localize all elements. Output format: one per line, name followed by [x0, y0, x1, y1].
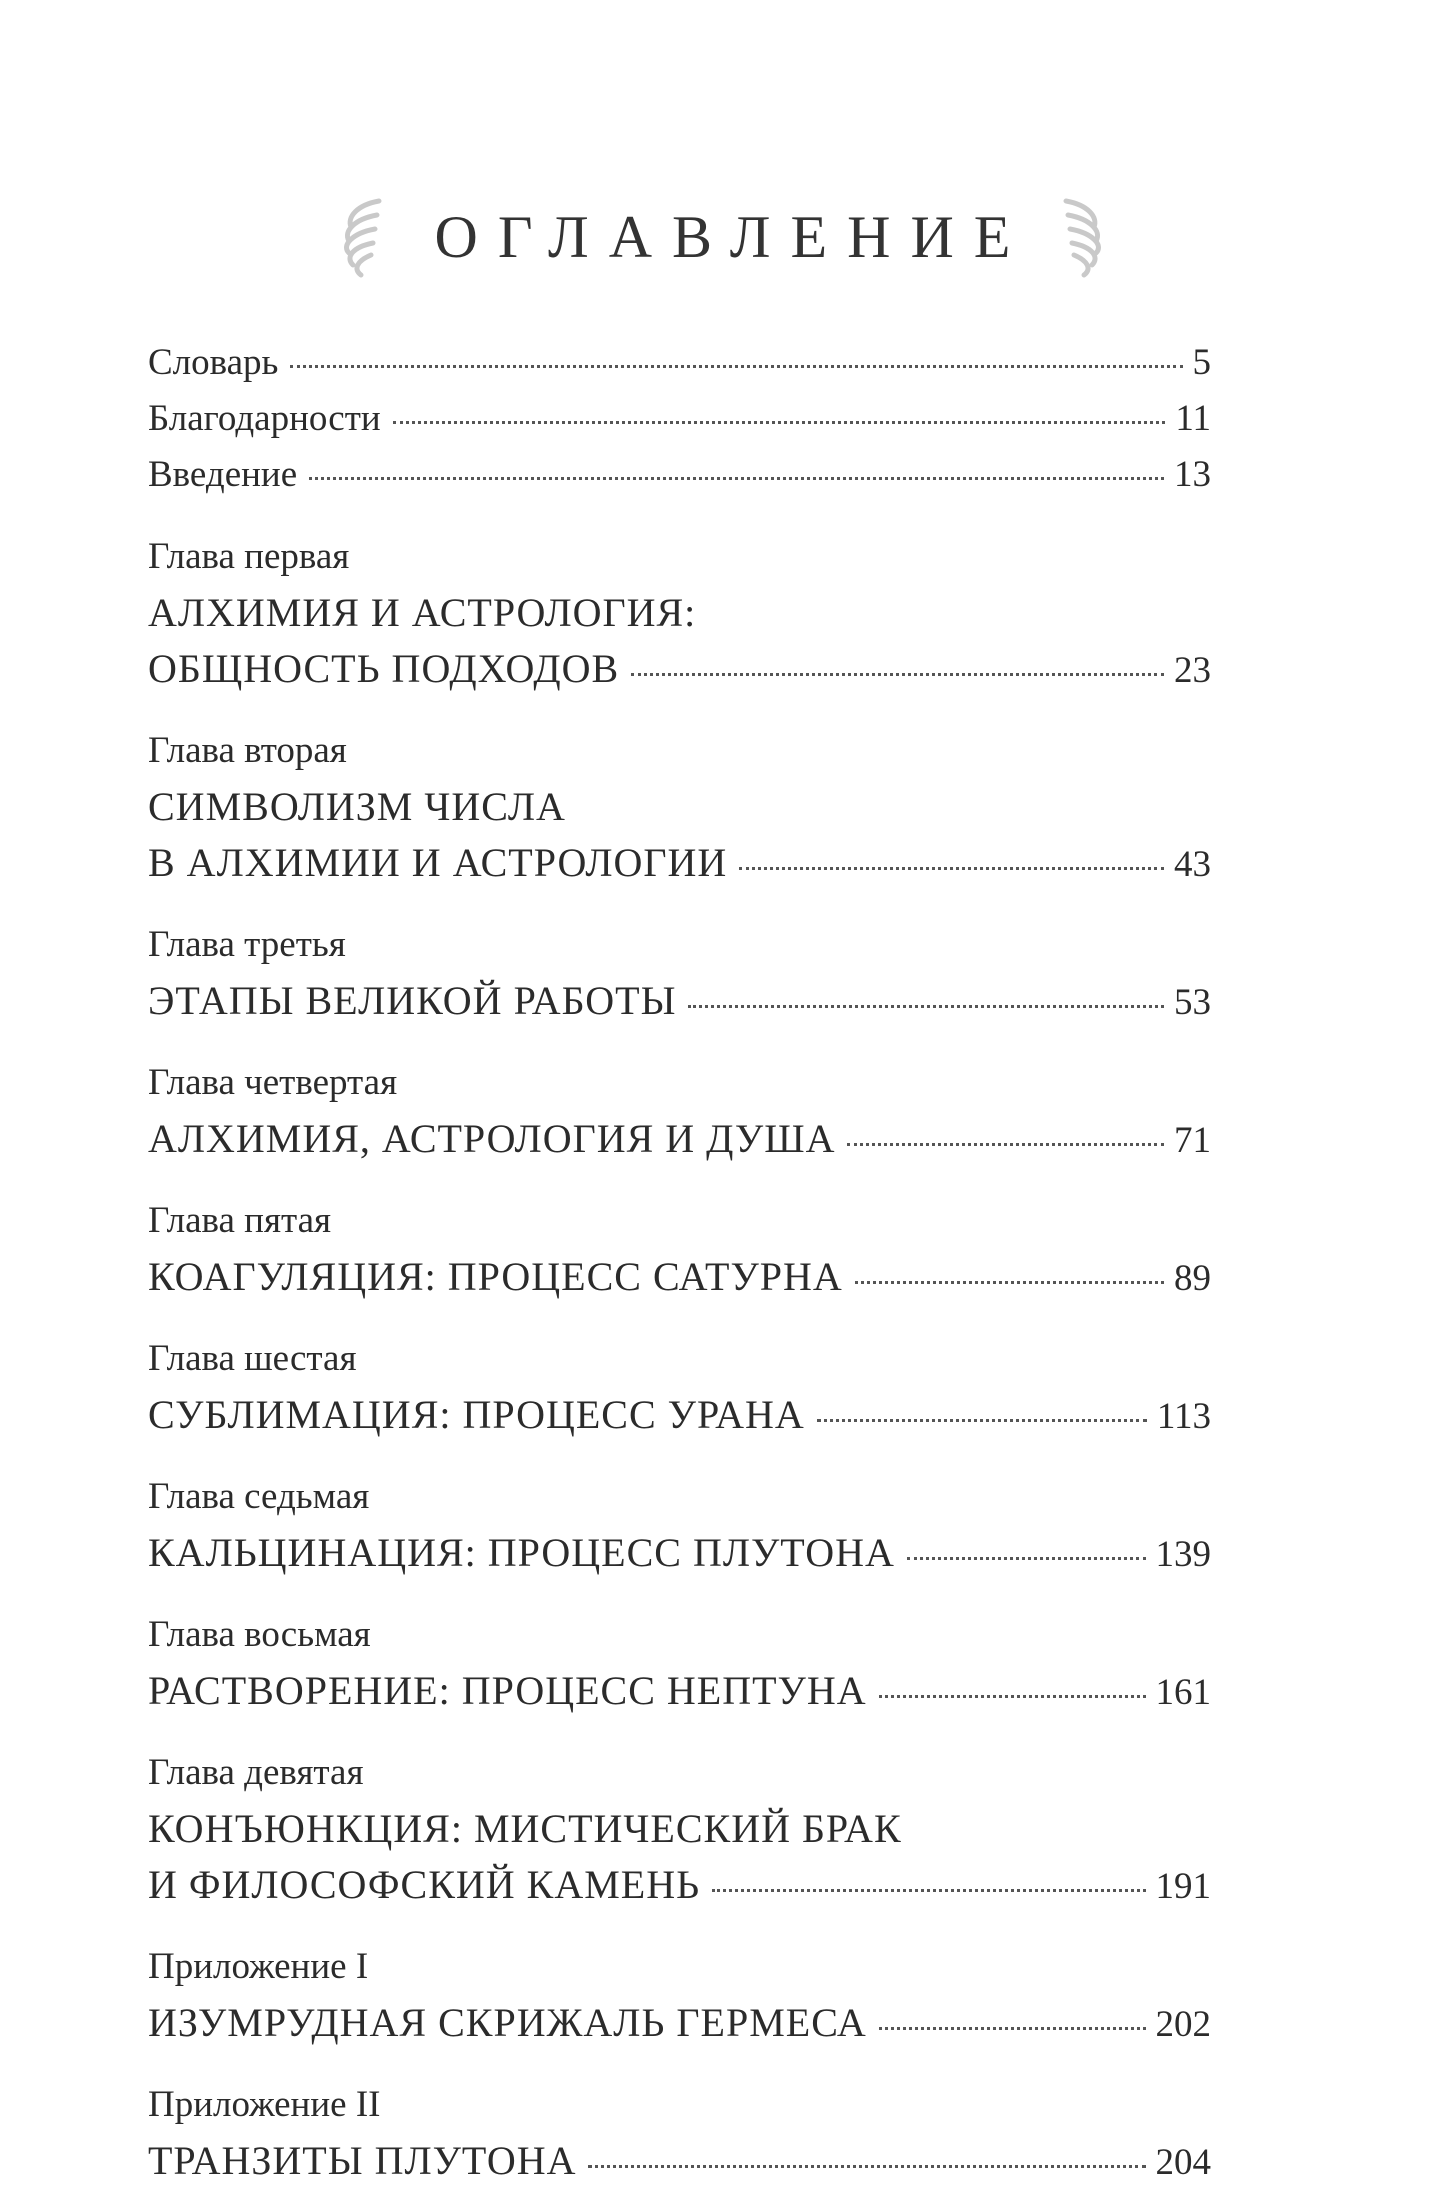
page-number: 191	[1155, 1866, 1211, 1907]
chapter-label: Глава вторая	[148, 730, 347, 771]
page-number: 23	[1174, 650, 1211, 691]
dot-leader	[688, 1005, 1164, 1008]
dot-leader	[879, 1695, 1146, 1698]
chapter-title-line: ОБЩНОСТЬ ПОДХОДОВ	[148, 646, 620, 691]
toc-entry-chapter-2[interactable]	[148, 723, 1211, 891]
toc-entry-glossary[interactable]	[148, 335, 1211, 391]
chapter-label: Глава первая	[148, 536, 350, 577]
toc-entry-chapter-1[interactable]	[148, 529, 1211, 697]
page-number: 43	[1174, 844, 1211, 885]
table-of-contents	[148, 335, 1211, 2189]
page-number: 11	[1175, 398, 1211, 439]
page-number: 139	[1155, 1534, 1211, 1575]
toc-entry-chapter-9[interactable]	[148, 1745, 1211, 1913]
chapter-title-line: ЭТАПЫ ВЕЛИКОЙ РАБОТЫ	[148, 978, 677, 1023]
chapter-label: Глава седьмая	[148, 1476, 370, 1517]
toc-heading	[0, 182, 1445, 292]
dot-leader	[712, 1889, 1145, 1892]
toc-entry-chapter-4[interactable]	[148, 1055, 1211, 1167]
chapter-title-line: В АЛХИМИИ И АСТРОЛОГИИ	[148, 840, 728, 885]
chapter-title-line: И ФИЛОСОФСКИЙ КАМЕНЬ	[148, 1862, 701, 1907]
chapter-label: Глава четвертая	[148, 1062, 398, 1103]
chapter-label: Приложение I	[148, 1946, 369, 1987]
chapter-title-line: КОНЪЮНКЦИЯ: МИСТИЧЕСКИЙ БРАК	[148, 1806, 902, 1851]
page-number: 161	[1155, 1672, 1211, 1713]
toc-entry-introduction[interactable]	[148, 447, 1211, 503]
dot-leader	[817, 1419, 1147, 1422]
page-number: 113	[1156, 1396, 1211, 1437]
toc-entry-chapter-8[interactable]	[148, 1607, 1211, 1719]
dot-leader	[739, 867, 1164, 870]
toc-entry-chapter-7[interactable]	[148, 1469, 1211, 1581]
entry-title: Благодарности	[148, 398, 381, 439]
toc-entry-appendix-2[interactable]	[148, 2077, 1211, 2189]
chapter-label: Глава третья	[148, 924, 346, 965]
chapter-label: Глава девятая	[148, 1752, 364, 1793]
page-number: 89	[1174, 1258, 1211, 1299]
dot-leader	[290, 365, 1182, 368]
chapter-title-line: РАСТВОРЕНИЕ: ПРОЦЕСС НЕПТУНА	[148, 1668, 867, 1713]
chapter-title-line: СИМВОЛИЗМ ЧИСЛА	[148, 784, 566, 829]
page-number: 204	[1155, 2142, 1211, 2183]
toc-entry-acknowledgements[interactable]	[148, 391, 1211, 447]
dot-leader	[588, 2165, 1145, 2168]
chapter-label: Приложение II	[148, 2084, 381, 2125]
chapter-title-line: ТРАНЗИТЫ ПЛУТОНА	[148, 2138, 577, 2183]
chapter-label: Глава восьмая	[148, 1614, 371, 1655]
page-number: 71	[1174, 1120, 1211, 1161]
toc-title: ОГЛАВЛЕНИЕ	[434, 204, 1031, 270]
page-number: 5	[1192, 342, 1211, 383]
page-number: 13	[1174, 454, 1211, 495]
page-number: 53	[1174, 982, 1211, 1023]
toc-entry-chapter-3[interactable]	[148, 917, 1211, 1029]
chapter-title-line: КОАГУЛЯЦИЯ: ПРОЦЕСС САТУРНА	[148, 1254, 843, 1299]
chapter-title-line: КАЛЬЦИНАЦИЯ: ПРОЦЕСС ПЛУТОНА	[148, 1530, 895, 1575]
toc-entry-chapter-5[interactable]	[148, 1193, 1211, 1305]
chapter-title-line: СУБЛИМАЦИЯ: ПРОЦЕСС УРАНА	[148, 1392, 805, 1437]
chapter-title-line: АЛХИМИЯ И АСТРОЛОГИЯ:	[148, 590, 697, 635]
left-wing-icon	[327, 191, 389, 283]
dot-leader	[393, 421, 1166, 424]
dot-leader	[631, 673, 1164, 676]
chapter-label: Глава пятая	[148, 1200, 332, 1241]
dot-leader	[907, 1557, 1146, 1560]
toc-entry-chapter-6[interactable]	[148, 1331, 1211, 1443]
page-number: 202	[1155, 2004, 1211, 2045]
dot-leader	[847, 1143, 1164, 1146]
dot-leader	[855, 1281, 1164, 1284]
chapter-title-line: АЛХИМИЯ, АСТРОЛОГИЯ И ДУША	[148, 1116, 836, 1161]
toc-entry-appendix-1[interactable]	[148, 1939, 1211, 2051]
dot-leader	[879, 2027, 1146, 2030]
entry-title: Словарь	[148, 342, 279, 383]
right-wing-icon	[1056, 191, 1118, 283]
chapter-title-line: ИЗУМРУДНАЯ СКРИЖАЛЬ ГЕРМЕСА	[148, 2000, 867, 2045]
chapter-label: Глава шестая	[148, 1338, 357, 1379]
entry-title: Введение	[148, 454, 298, 495]
dot-leader	[309, 477, 1164, 480]
